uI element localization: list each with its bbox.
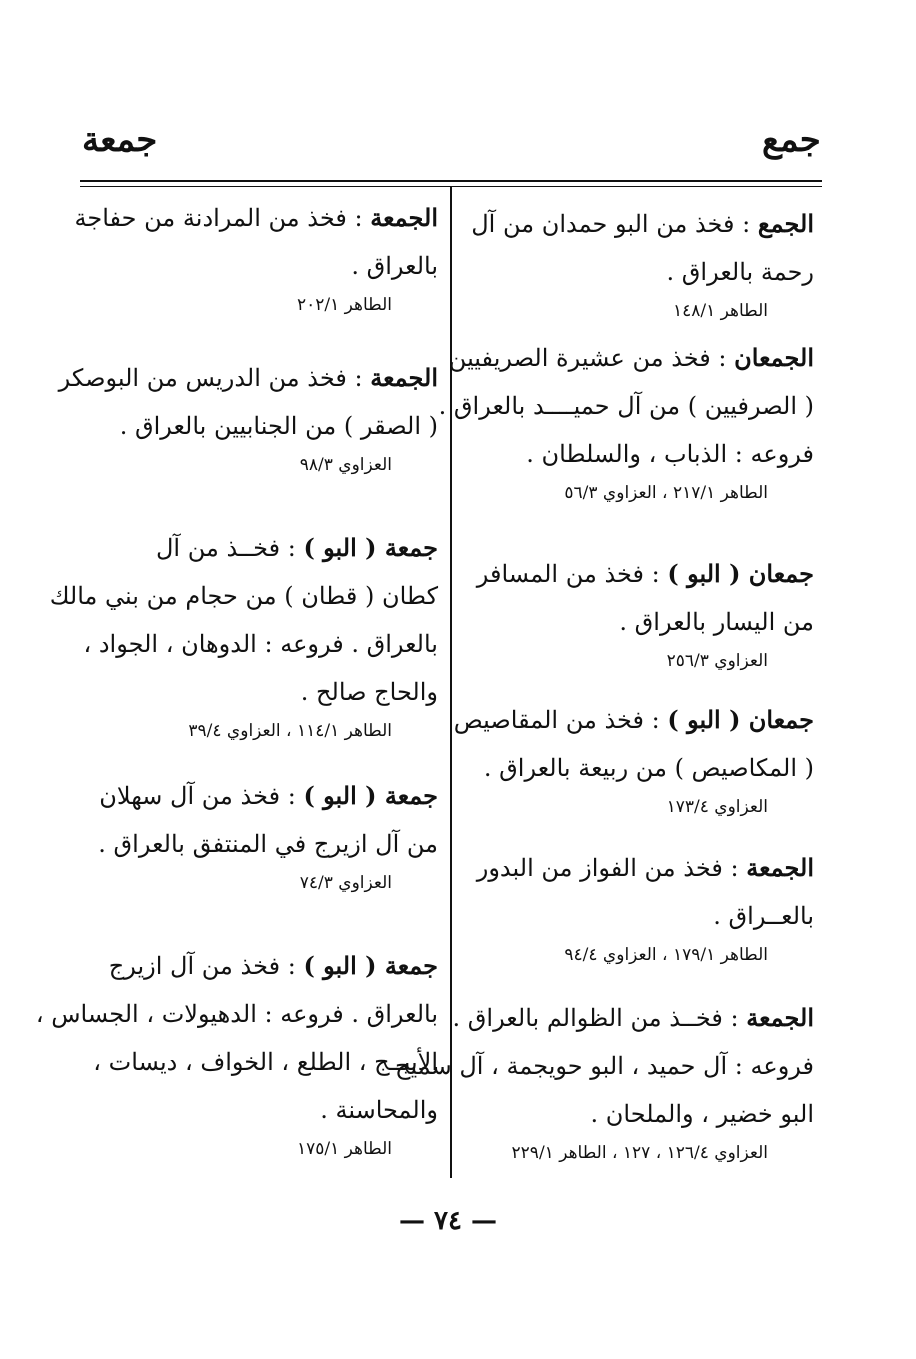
entry-text: والمحاسنة . — [320, 1096, 438, 1124]
entry-text: : فخذ من الدريس من البوصكر — [58, 364, 363, 392]
entry-text: من آل ازيرج في المنتفق بالعراق . — [98, 830, 438, 858]
entry-text: : فخــذ من الظوالم بالعراق . — [452, 1004, 739, 1032]
entry-source: الطاهر ٢٠٢/١ — [296, 295, 392, 315]
entry-head: جمعة ( البو ) — [303, 781, 438, 810]
entry-text: رحمة بالعراق . — [666, 258, 814, 286]
entry — [453, 696, 814, 822]
entry-head: الجمعة — [746, 1003, 814, 1032]
entry-text: فروعه : الذباب ، والسلطان . — [526, 440, 814, 468]
entry-text: : فخذ من المرادنة من حفاجة — [74, 204, 363, 232]
entry-source: الطاهر ٢١٧/١ ، العزاوي ٥٦/٣ — [564, 483, 768, 503]
entry-text: : فخذ من البو حمدان من آل — [471, 210, 751, 238]
entry-head: الجمعان — [734, 343, 814, 372]
entry-text: الأبيــج ، الطلع ، الخواف ، ديسات ، — [93, 1048, 438, 1076]
entry-source: العزاوي ١٢٦/٤ ، ١٢٧ ، الطاهر ٢٢٩/١ — [511, 1143, 768, 1163]
header-rule — [80, 180, 822, 182]
entry-text: فروعه : آل حميد ، البو حويجمة ، آل سميح — [395, 1052, 814, 1080]
entry-source: الطاهر ١٧٩/١ ، العزاوي ٩٤/٤ — [564, 945, 768, 965]
entry-head: جمعة ( البو ) — [303, 533, 438, 562]
entry — [58, 354, 438, 480]
entry-text: ( الصرفيين ) من آل حميــــد بالعراق . — [438, 392, 814, 420]
entry — [35, 942, 438, 1164]
entry-source: العزاوي ٩٨/٣ — [299, 455, 392, 475]
entry-source: العزاوي ١٧٣/٤ — [666, 797, 768, 817]
entry-text: بالعراق . — [351, 252, 438, 280]
entry-source: العزاوي ٢٥٦/٣ — [666, 651, 768, 671]
entry-source: الطاهر ١٧٥/١ — [296, 1139, 392, 1159]
entry-text: بالعراق . فروعه : الدهيولات ، الجساس ، — [35, 1000, 438, 1028]
entry-text: : فخذ من آل سهلان — [99, 782, 296, 810]
entry — [438, 334, 814, 508]
entry-text: كطان ( قطان ) من حجام من بني مالك — [49, 582, 438, 610]
entry-head: الجمعة — [746, 853, 814, 882]
entry-text: البو خضير ، والملحان . — [590, 1100, 814, 1128]
entry — [462, 844, 814, 970]
entry-text: : فخذ من الفواز من البدور — [476, 854, 739, 882]
entry-text: : فخذ من المقاصيص — [453, 706, 660, 734]
entry-text: والحاج صالح . — [300, 678, 438, 706]
entry — [462, 200, 814, 326]
entry-head: جمعان ( البو ) — [667, 559, 814, 588]
entry — [80, 772, 438, 898]
entry-text: : فخــذ من آل — [155, 534, 296, 562]
entry-text: بالعراق . فروعه : الدوهان ، الجواد ، — [83, 630, 438, 658]
entry-text: : فخذ من عشيرة الصريفيين — [448, 344, 727, 372]
entry — [49, 524, 438, 746]
entry-text: ( المكاصيص ) من ربيعة بالعراق . — [483, 754, 814, 782]
entry — [462, 550, 814, 676]
entry-head: الجمعة — [370, 203, 438, 232]
running-head-right: جمع — [762, 120, 821, 160]
entry-head: الجمعة — [370, 363, 438, 392]
page-number: — ٧٤ — — [398, 1206, 498, 1236]
entry-text: بالعــراق . — [713, 902, 814, 930]
entry-text: من اليسار بالعراق . — [619, 608, 814, 636]
entry-head: جمعة ( البو ) — [303, 951, 438, 980]
entry-source: الطاهر ١١٤/١ ، العزاوي ٣٩/٤ — [188, 721, 392, 741]
entry-text: : فخذ من آل ازيرج — [108, 952, 296, 980]
entry-source: العزاوي ٧٤/٣ — [299, 873, 392, 893]
entry-source: الطاهر ١٤٨/١ — [672, 301, 768, 321]
entry — [395, 994, 814, 1168]
entry — [74, 194, 438, 320]
entry-head: الجمع — [757, 209, 814, 238]
running-head-left: جمعة — [82, 120, 158, 160]
entry-text: ( الصقر ) من الجنابيين بالعراق . — [119, 412, 438, 440]
entry-head: جمعان ( البو ) — [667, 705, 814, 734]
entry-text: : فخذ من المسافر — [476, 560, 660, 588]
